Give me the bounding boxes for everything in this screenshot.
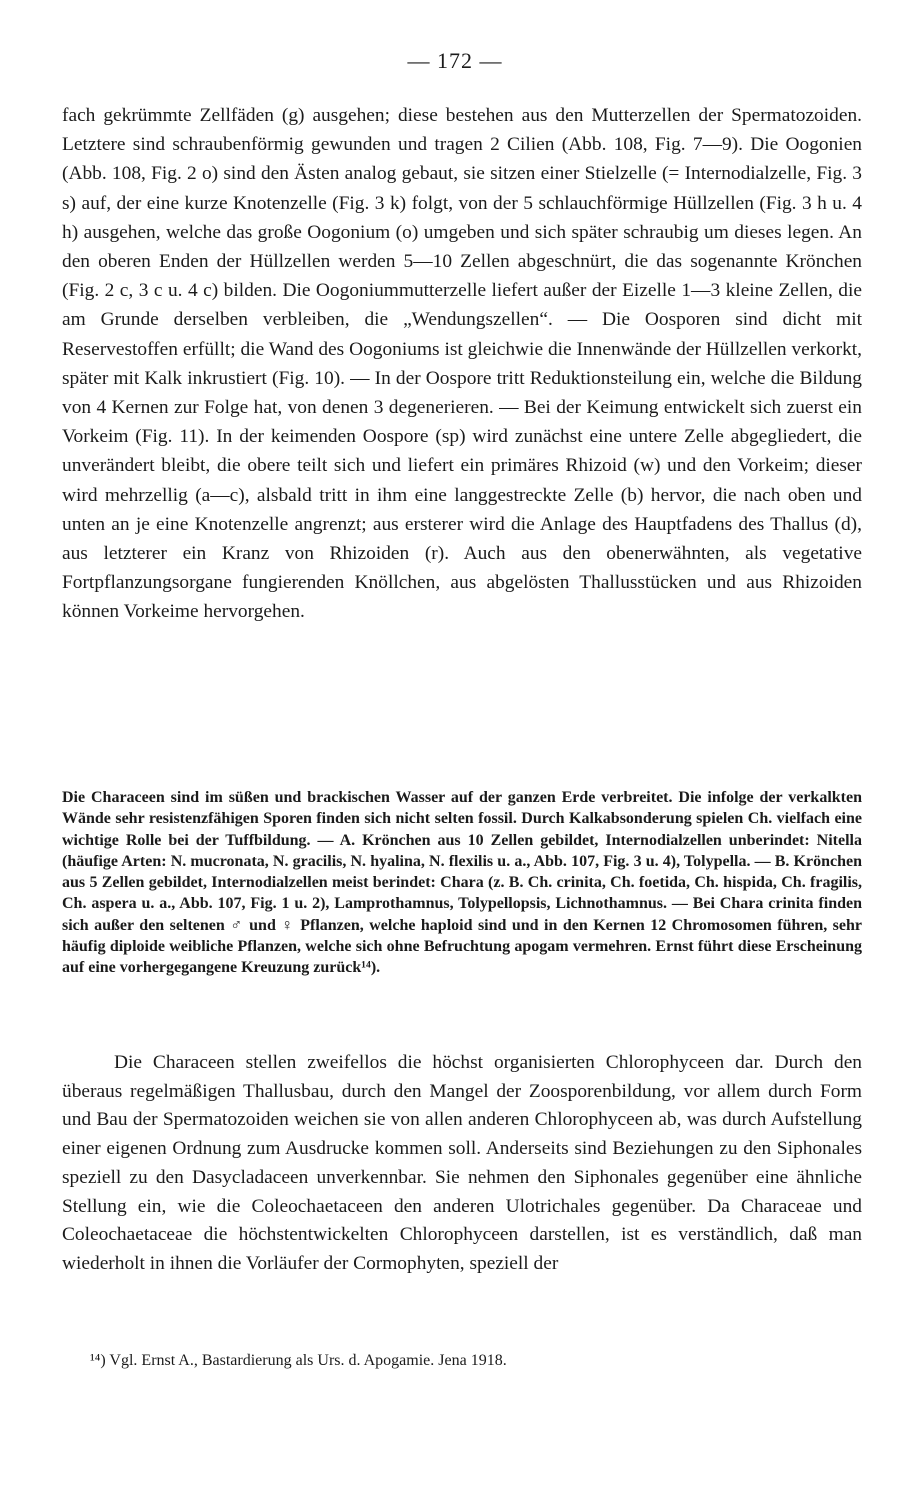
paragraph-characeae-systematics: Die Characeen stellen zweifellos die höchst organisierten Chlorophyceen dar. Durch den überaus regelmäßigen Thallusbau, durch den Mangel der Zoosporenbildung, vor allem durch Form und Bau der Spermatozoiden weichen sie von allen anderen Chlorophyceen ab, was durch Aufstellung einer eigenen Ordnung zum Ausdrucke kommen soll. Anderseits sind Beziehungen zu den Siphonales speziell zu den Dasycladaceen unverkennbar. Sie nehmen den Siphonales gegenüber eine ähnliche Stellung ein, wie die Coleochaetaceen den anderen Ulotrichales gegenüber. Da Characeae und Coleochaetaceae die höchstentwickelten Chlorophyceen darstellen, ist es verständlich, daß man wiederholt in ihnen die Vorläufer der Cormophyten, speziell der: [62, 1052, 862, 1274]
page-number: — 172 —: [407, 48, 503, 73]
paragraph-characeae-distribution: Die Characeen sind im süßen und brackischen Wasser auf der ganzen Erde verbreitet. Die infolge der verkalkten Wände sehr resistenzfähigen Sporen finden sich nicht selten fossil. Durch Kalkabsonderung spielen Ch. vielfach eine wichtige Rolle bei der Tuffbildung. — A. Krönchen aus 10 Zellen gebildet, Internodialzellen unberindet: Nitella (häufige Arten: N. mucronata, N. gracilis, N. hyalina, N. flexilis u. a., Abb. 107, Fig. 3 u. 4), Tolypella. — B. Krönchen aus 5 Zellen gebildet, Internodialzellen meist berindet: Chara (z. B. Ch. crinita, Ch. foetida, Ch. hispida, Ch. fragilis, Ch. aspera u. a., Abb. 107, Fig. 1 u. 2), Lamprothamnus, Tolypellopsis, Lichnothamnus. — Bei Chara crinita finden sich außer den seltenen ♂ und ♀ Pflanzen, welche haploid sind und in den Kernen 12 Chromosomen führen, sehr häufig diploide weibliche Pflanzen, welche sich ohne Befruchtung apogam vermehren. Ernst führt diese Erscheinung auf eine vorhergegangene Kreuzung zurück¹⁴).: [62, 789, 862, 977]
footnote: ¹⁴) Vgl. Ernst A., Bastardierung als Urs. d. Apogamie. Jena 1918.: [90, 1352, 507, 1369]
paragraph-characeae-reproduction: fach gekrümmte Zellfäden (g) ausgehen; diese bestehen aus den Mutterzellen der Spermatozoiden. Letztere sind schraubenförmig gewunden und tragen 2 Cilien (Abb. 108, Fig. 7—9). Die Oogonien (Abb. 108, Fig. 2 o) sind den Ästen analog gebaut, sie sitzen einer Stielzelle (= Internodialzelle, Fig. 3 s) auf, der eine kurze Knotenzelle (Fig. 3 k) folgt, von der 5 schlauchförmige Hüllzellen (Fig. 3 h u. 4 h) ausgehen, welche das große Oogonium (o) umgeben und sich später schraubig um dieses legen. An den oberen Enden der Hüllzellen werden 5—10 Zellen abgeschnürt, die das sogenannte Krönchen (Fig. 2 c, 3 c u. 4 c) bilden. Die Oogoniummutterzelle liefert außer der Eizelle 1—3 kleine Zellen, die am Grunde derselben verbleiben, die „Wendungszellen“. — Die Oosporen sind dicht mit Reservestoffen erfüllt; die Wand des Oogoniums ist gleichwie die Innenwände der Hüllzellen verkorkt, später mit Kalk inkrustiert (Fig. 10). — In der Oospore tritt Reduktionsteilung ein, welche die Bildung von 4 Kernen zur Folge hat, von denen 3 degenerieren. — Bei der Keimung entwickelt sich zuerst ein Vorkeim (Fig. 11). In der keimenden Oospore (sp) wird zunächst eine untere Zelle abgegliedert, die unverändert bleibt, die obere teilt sich und liefert ein primäres Rhizoid (w) und den Vorkeim; dieser wird mehrzellig (a—c), alsbald tritt in ihm eine langgestreckte Zelle (b) hervor, die nach oben und unten an je eine Knotenzelle angrenzt; aus ersterer wird die Anlage des Hauptfadens des Thallus (d), aus letzterer ein Kranz von Rhizoiden (r). Auch aus den obenerwähnten, als vegetative Fortpflanzungsorgane fungierenden Knöllchen, aus abgelösten Thallusstücken und aus Rhizoiden können Vorkeime hervorgehen.: [62, 105, 862, 623]
